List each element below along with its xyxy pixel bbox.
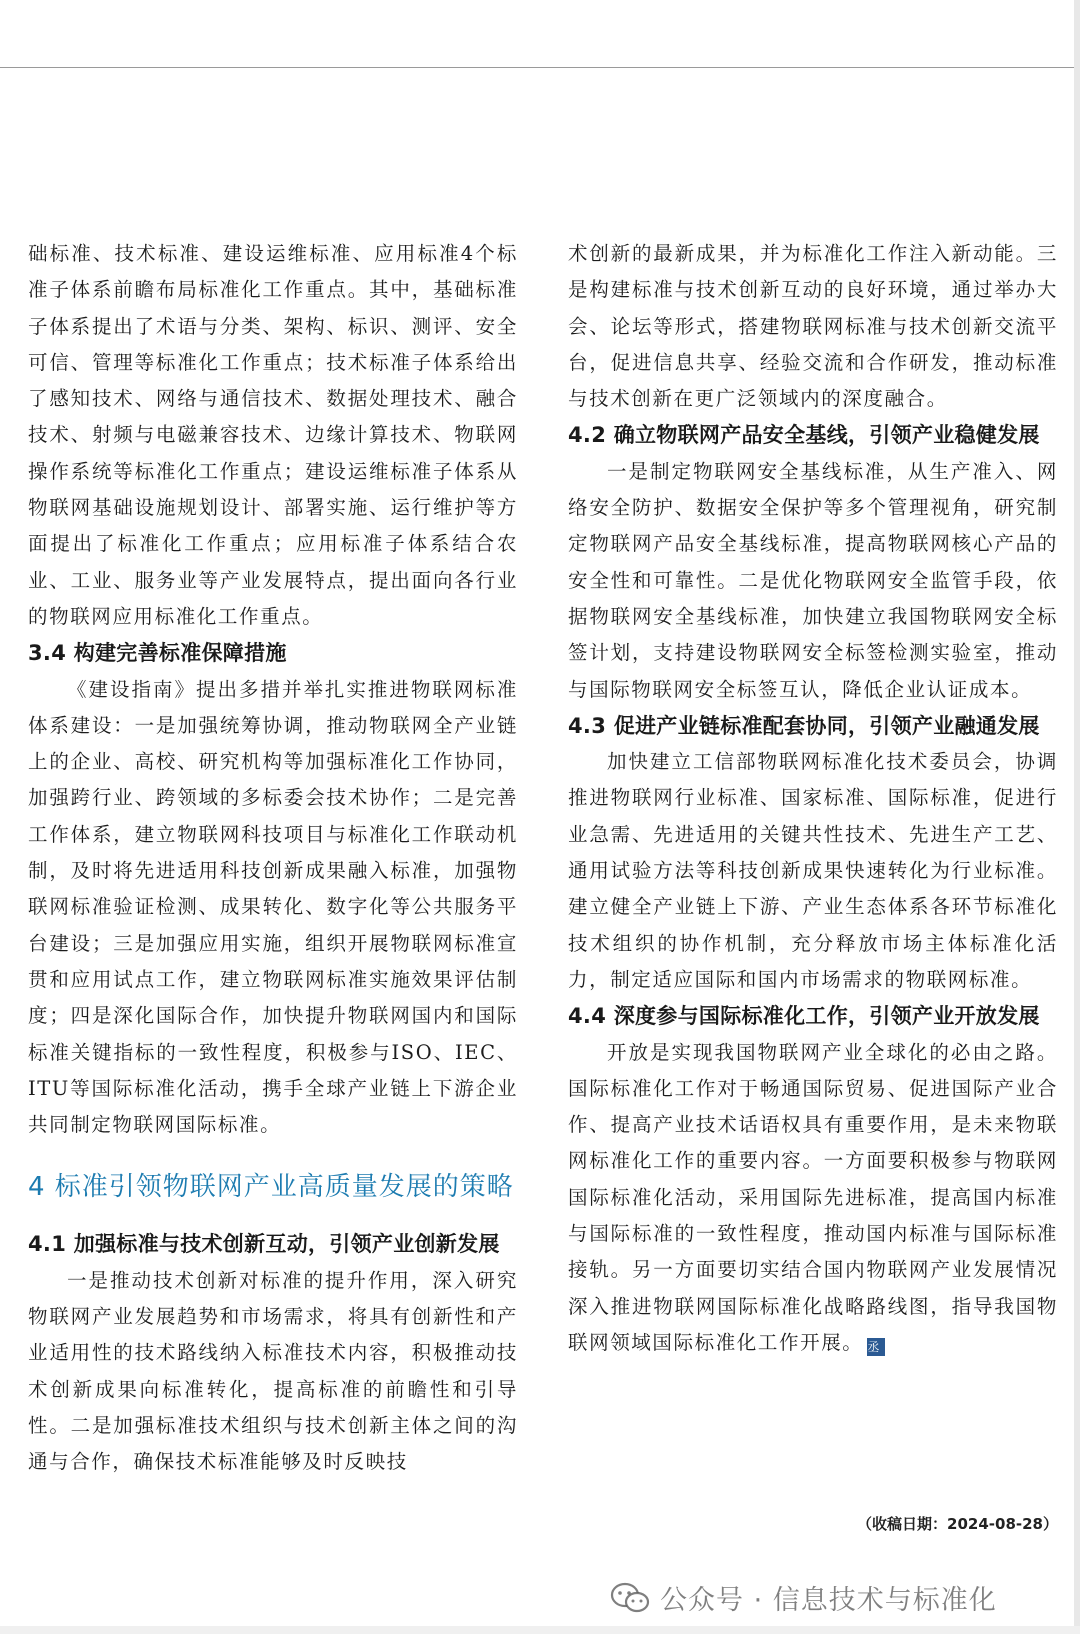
wechat-icon xyxy=(610,1582,650,1614)
left-column xyxy=(28,236,518,1481)
paragraph-4-1-continued: 术创新的最新成果，并为标准化工作注入新动能。三是构建标准与技术创新互动的良好环境，通过举办大会、论坛等形式，搭建物联网标准与技术创新交流平台，促进信息共享、经验交流和合作研发，推动标准与技术创新在更广泛领域内的深度融合。 xyxy=(568,242,1058,411)
heading-3-4: 3.4 构建完善标准保障措施 xyxy=(28,641,287,666)
top-rule xyxy=(0,67,1080,68)
received-date: （收稿日期：2024-08-28） xyxy=(857,1515,1058,1533)
paragraph-4-1: 一是推动技术创新对标准的提升作用，深入研究物联网产业发展趋势和市场需求，将具有创新性和产业适用性的技术路线纳入标准技术内容，积极推动技术创新成果向标准转化，提高标准的前瞻性和引导性。二是加强标准技术组织与技术创新主体之间的沟通与合作，确保技术标准能够及时反映技 xyxy=(28,1268,518,1474)
heading-4-1: 4.1 加强标准与技术创新互动，引领产业创新发展 xyxy=(28,1232,500,1257)
heading-section-4: 4 标准引领物联网产业高质量发展的策略 xyxy=(28,1172,514,1203)
paragraph-intro-continued: 础标准、技术标准、建设运维标准、应用标准4个标准子体系前瞻布局标准化工作重点。其中，基础标准子体系提出了术语与分类、架构、标识、测评、安全可信、管理等标准化工作重点；技术标准子体系给出了感知技术、网络与通信技术、数据处理技术、融合技术、射频与电磁兼容技术、边缘计算技术、物联网操作系统等标准化工作重点；建设运维标准子体系从物联网基础设施规划设计、部署实施、运行维护等方面提出了标准化工作重点；应用标准子体系结合农业、工业、服务业等产业发展特点，提出面向各行业的物联网应用标准化工作重点。 xyxy=(28,242,518,628)
spacer xyxy=(28,1143,518,1169)
heading-4-2: 4.2 确立物联网产品安全基线，引领产业稳健发展 xyxy=(568,423,1040,448)
paragraph-4-4 xyxy=(568,1035,1058,1362)
paragraph-4-3: 加快建立工信部物联网标准化技术委员会，协调推进物联网行业标准、国家标准、国际标准，促进行业急需、先进适用的关键共性技术、先进生产工艺、通用试验方法等科技创新成果快速转化为行业标准。建立健全产业链上下游、产业生态体系各环节标准化技术组织的协作机制，充分释放市场主体标准化活力，制定适应国际和国内市场需求的物联网标准。 xyxy=(568,750,1058,991)
right-column xyxy=(568,236,1058,1361)
heading-4-3: 4.3 促进产业链标准配套协同，引领产业融通发展 xyxy=(568,713,1040,738)
heading-4-4: 4.4 深度参与国际标准化工作，引领产业开放发展 xyxy=(568,1004,1040,1029)
page-edge-right xyxy=(1074,0,1080,1634)
page-edge-bottom xyxy=(0,1626,1080,1634)
wechat-watermark xyxy=(610,1578,997,1617)
paragraph-4-2: 一是制定物联网安全基线标准，从生产准入、网络安全防护、数据安全保护等多个管理视角，研究制定物联网产品安全基线标准，提高物联网核心产品的安全性和可靠性。二是优化物联网安全监管手段，依据物联网安全基线标准，加快建立我国物联网安全标签计划，支持建设物联网安全标签检测实验室，推动与国际物联网安全标签互认，降低企业认证成本。 xyxy=(568,459,1058,701)
paragraph-4-4-text: 开放是实现我国物联网产业全球化的必由之路。国际标准化工作对于畅通国际贸易、促进国际产业合作、提高产业技术话语权具有重要作用，是未来物联网标准化工作的重要内容。一方面要积极参与物联网国际标准化活动，采用国际先进标准，提高国内标准与国际标准的一致性程度，推动国内标准与国际标准接轨。另一方面要切实结合国内物联网产业发展情况深入推进物联网国际标准化战略路线图，指导我国物联网领域国际标准化工作开展。 xyxy=(568,1040,1058,1354)
paragraph-3-4: 《建设指南》提出多措并举扎实推进物联网标准体系建设：一是加强统筹协调，推动物联网全产业链上的企业、高校、研究机构等加强标准化工作协同，加强跨行业、跨领域的多标委会技术协作；二是完善工作体系，建立物联网科技项目与标准化工作联动机制，及时将先进适用科技创新成果融入标准，加强物联网标准验证检测、成果转化、数字化等公共服务平台建设；三是加强应用实施，组织开展物联网标准宣贯和应用试点工作，建立物联网标准实施效果评估制度；四是深化国际合作，加快提升物联网国内和国际标准关键指标的一致性程度，积极参与ISO、IEC、ITU等国际标准化活动，携手全球产业链上下游企业共同制定物联网国际标准。 xyxy=(28,677,518,1137)
end-mark-icon: 丞 xyxy=(867,1338,885,1356)
spacer xyxy=(28,1206,518,1226)
watermark-text: 公众号 · 信息技术与标准化 xyxy=(660,1585,997,1616)
